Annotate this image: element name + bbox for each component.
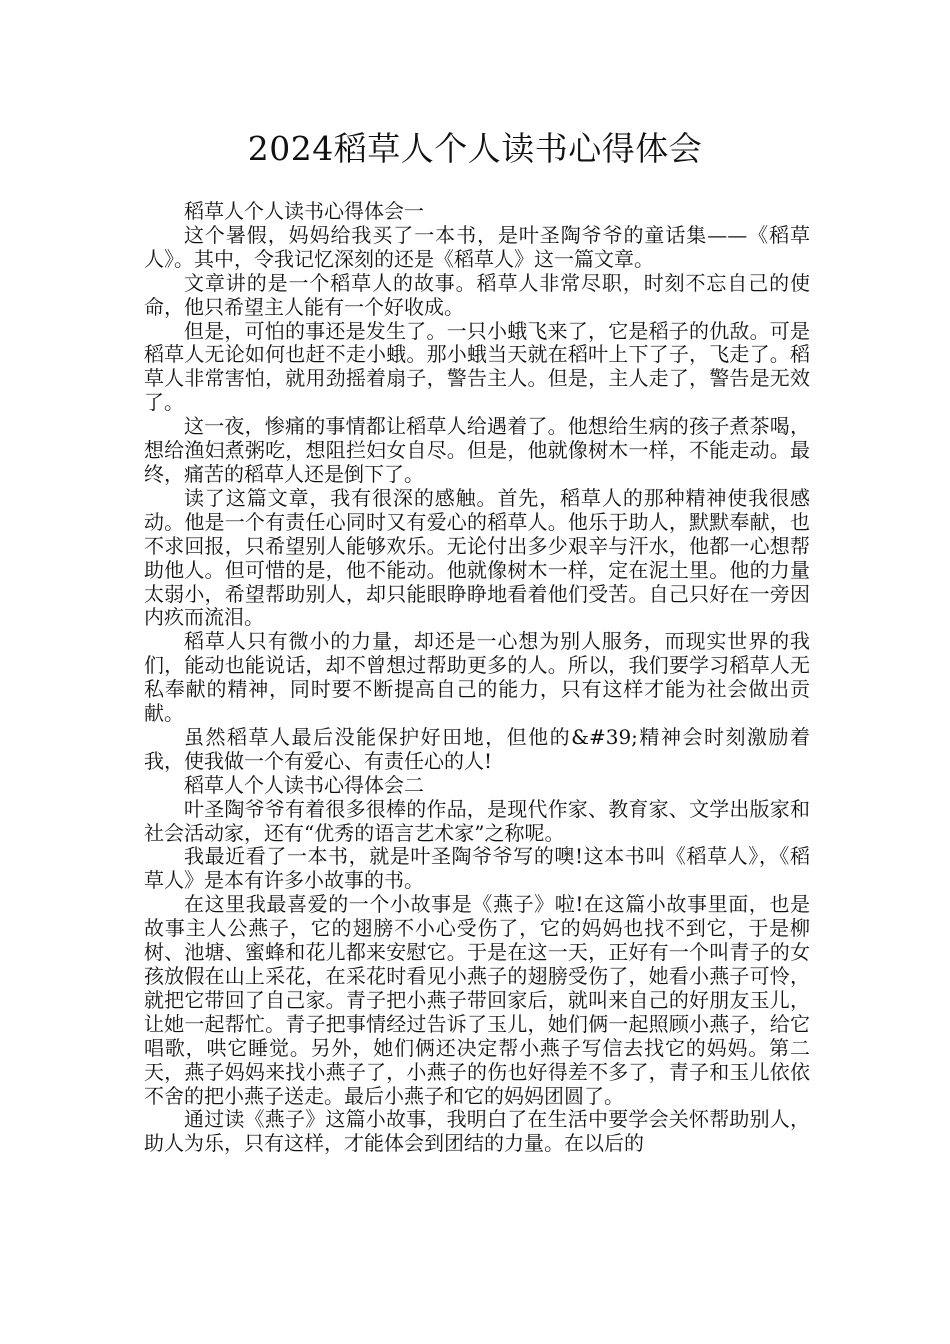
paragraph: 但是，可怕的事还是发生了。一只小蛾飞来了，它是稻子的仇敌。可是稻草人无论如何也赶不走小蛾。那小蛾当天就在稻叶上下了子，飞走了。稻草人非常害怕，就用劲摇着扇子，警告主人。但是，主人走了，警告是无效了。 xyxy=(144,318,810,415)
paragraph: 文章讲的是一个稻草人的故事。稻草人非常尽职，时刻不忘自己的使命，他只希望主人能有一个好收成。 xyxy=(144,270,810,319)
document-title: 2024稻草人个人读书心得体会 xyxy=(247,129,703,168)
paragraph: 这个暑假，妈妈给我买了一本书，是叶圣陶爷爷的童话集——《稻草人》。其中，令我记忆深刻的还是《稻草人》这一篇文章。 xyxy=(144,222,810,271)
paragraph: 我最近看了一本书，就是叶圣陶爷爷写的噢!这本书叫《稻草人》，《稻草人》是本有许多小故事的书。 xyxy=(144,844,810,893)
paragraph: 读了这篇文章，我有很深的感触。首先，稻草人的那种精神使我很感动。他是一个有责任心同时又有爱心的稻草人。他乐于助人，默默奉献，也不求回报，只希望别人能够欢乐。无论付出多少艰辛与汗水，他都一心想帮助他人。但可惜的是，他不能动。他就像树木一样，定在泥土里。他的力量太弱小，希望帮助别人，却只能眼睁睁地看着他们受苦。自己只好在一旁因内疚而流泪。 xyxy=(144,485,810,630)
section-heading-1: 稻草人个人读书心得体会一 xyxy=(184,199,424,223)
section-heading-2: 稻草人个人读书心得体会二 xyxy=(184,772,424,797)
paragraph: 这一夜，惨痛的事情都让稻草人给遇着了。他想给生病的孩子煮茶喝，想给渔妇煮粥吃，想阻拦妇女自尽。但是，他就像树木一样，不能走动。最终，痛苦的稻草人还是倒下了。 xyxy=(144,414,810,486)
paragraph: 叶圣陶爷爷有着很多很棒的作品，是现代作家、教育家、文学出版家和社会活动家，还有“优秀的语言艺术家”之称呢。 xyxy=(144,796,810,845)
document-body xyxy=(144,200,810,1156)
paragraph: 虽然稻草人最后没能保护好田地，但他的&#39;精神会时刻激励着我，使我做一个有爱心、有责任心的人! xyxy=(144,724,810,773)
paragraph: 通过读《燕子》这篇小故事，我明白了在生活中要学会关怀帮助别人，助人为乐，只有这样，才能体会到团结的力量。在以后的 xyxy=(144,1107,810,1156)
paragraph: 在这里我最喜爱的一个小故事是《燕子》啦!在这篇小故事里面，也是故事主人公燕子，它的翅膀不小心受伤了，它的妈妈也找不到它，于是柳树、池塘、蜜蜂和花儿都来安慰它。于是在这一天，正好有一个叫青子的女孩放假在山上采花，在采花时看见小燕子的翅膀受伤了，她看小燕子可怜，就把它带回了自己家。青子把小燕子带回家后，就叫来自己的好朋友玉儿，让她一起帮忙。青子把事情经过告诉了玉儿，她们俩一起照顾小燕子，给它唱歌，哄它睡觉。另外，她们俩还决定帮小燕子写信去找它的妈妈。第二天，燕子妈妈来找小燕子了，小燕子的伤也好得差不多了，青子和玉儿依依不舍的把小燕子送走。最后小燕子和它的妈妈团圆了。 xyxy=(144,892,810,1108)
paragraph: 稻草人只有微小的力量，却还是一心想为别人服务，而现实世界的我们，能动也能说话，却不曾想过帮助更多的人。所以，我们要学习稻草人无私奉献的精神，同时要不断提高自己的能力，只有这样才能为社会做出贡献。 xyxy=(144,629,810,726)
